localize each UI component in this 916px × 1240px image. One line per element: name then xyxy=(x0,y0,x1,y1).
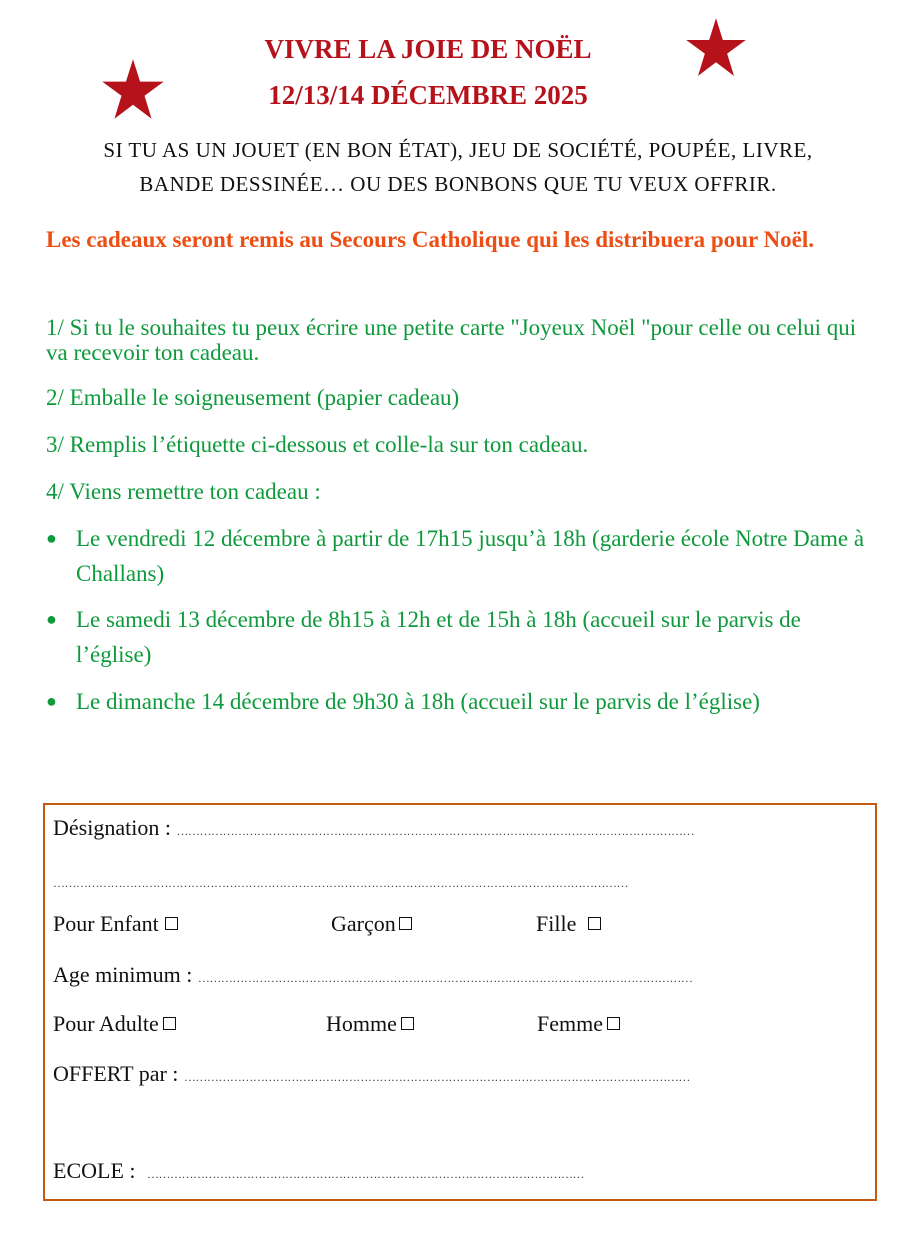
bullet-icon: ● xyxy=(46,691,57,711)
adult-row xyxy=(53,1011,873,1041)
intro-line-2: BANDE DESSINÉE… OU DES BONBONS QUE TU VEUX OFFRIR. xyxy=(139,172,777,196)
offered-by-row[interactable] xyxy=(53,1061,690,1087)
designation-row[interactable] xyxy=(53,815,694,841)
for-adult-option[interactable] xyxy=(53,1011,176,1037)
step-2: 2/ Emballe le soigneusement (papier cadeau) xyxy=(46,385,460,410)
woman-option[interactable] xyxy=(537,1011,620,1037)
age-minimum-row[interactable] xyxy=(53,962,692,988)
designation-label: Désignation : xyxy=(53,815,171,840)
boy-label: Garçon xyxy=(331,911,396,936)
drop-off-item xyxy=(46,602,866,672)
man-label: Homme xyxy=(326,1011,397,1036)
girl-option[interactable] xyxy=(536,911,601,937)
man-checkbox[interactable] xyxy=(401,1017,414,1030)
child-row xyxy=(53,911,873,941)
intro-line-1: SI TU AS UN JOUET (EN BON ÉTAT), JEU DE SOCIÉTÉ, POUPÉE, LIVRE, xyxy=(103,138,813,162)
for-child-label: Pour Enfant xyxy=(53,911,159,936)
page-title: VIVRE LA JOIE DE NOËL xyxy=(264,34,592,64)
designation-field[interactable]: ……………………………………………………………………………………………………………………… xyxy=(176,824,694,838)
step-4: 4/ Viens remettre ton cadeau : xyxy=(46,479,321,504)
notice-text: Les cadeaux seront remis au Secours Catholique qui les distribuera pour Noël. xyxy=(46,227,814,252)
for-child-checkbox[interactable] xyxy=(165,917,178,930)
designation-field-line-2[interactable]: …………………………………………………………………………………………………………………………………… xyxy=(53,876,628,890)
age-minimum-label: Age minimum : xyxy=(53,962,193,987)
for-adult-checkbox[interactable] xyxy=(163,1017,176,1030)
drop-off-text: Le vendredi 12 décembre à partir de 17h15 jusqu’à 18h (garderie école Notre Dame à Challans) xyxy=(76,526,865,586)
girl-checkbox[interactable] xyxy=(588,917,601,930)
designation-continued-row[interactable] xyxy=(53,867,628,893)
gift-label-form xyxy=(43,803,877,1201)
for-adult-label: Pour Adulte xyxy=(53,1011,159,1036)
step-3: 3/ Remplis l’étiquette ci-dessous et colle-la sur ton cadeau. xyxy=(46,432,589,457)
bullet-icon: ● xyxy=(46,609,57,629)
drop-off-item xyxy=(46,521,866,591)
offered-by-field[interactable]: …………………………………………………………………………………………………………………… xyxy=(183,1070,690,1084)
school-field[interactable]: …………………………………………………………………………………………………… xyxy=(147,1167,584,1181)
drop-off-text: Le dimanche 14 décembre de 9h30 à 18h (accueil sur le parvis de l’église) xyxy=(76,689,760,714)
school-row[interactable] xyxy=(53,1158,584,1184)
boy-checkbox[interactable] xyxy=(399,917,412,930)
drop-off-item xyxy=(46,684,866,719)
bullet-icon: ● xyxy=(46,528,57,548)
offered-by-label: OFFERT par : xyxy=(53,1061,179,1086)
woman-label: Femme xyxy=(537,1011,603,1036)
boy-option[interactable] xyxy=(331,911,412,937)
for-child-option[interactable] xyxy=(53,911,178,937)
woman-checkbox[interactable] xyxy=(607,1017,620,1030)
girl-label: Fille xyxy=(536,911,577,936)
man-option[interactable] xyxy=(326,1011,414,1037)
age-minimum-field[interactable]: ………………………………………………………………………………………………………………… xyxy=(197,971,693,985)
school-label: ECOLE : xyxy=(53,1158,136,1183)
drop-off-text: Le samedi 13 décembre de 8h15 à 12h et de 15h à 18h (accueil sur le parvis de l’église) xyxy=(76,607,801,667)
step-1: 1/ Si tu le souhaites tu peux écrire une petite carte "Joyeux Noël "pour celle ou celui qui va recevoir ton cadeau. xyxy=(46,315,857,365)
event-dates: 12/13/14 DÉCEMBRE 2025 xyxy=(268,80,588,110)
